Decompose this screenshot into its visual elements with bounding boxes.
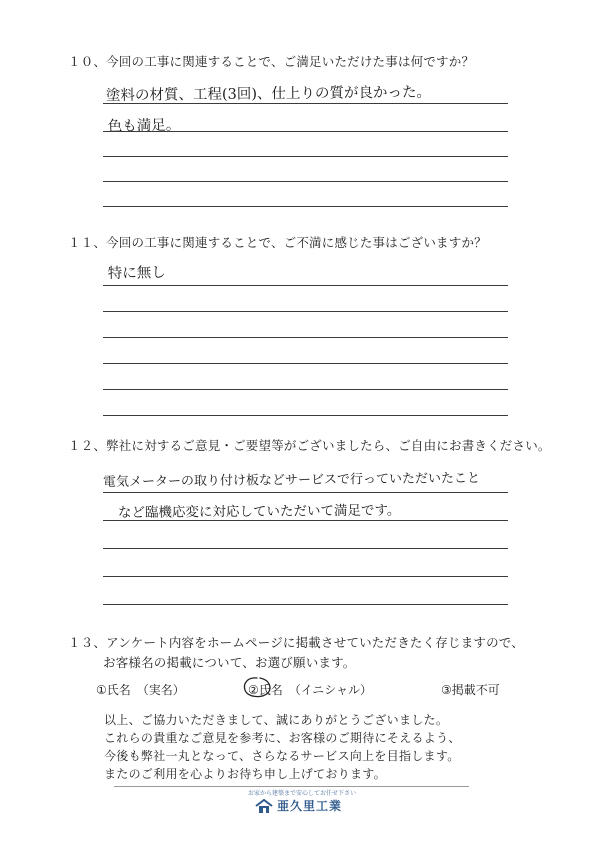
closing-line-1: 以上、ご協力いただきまして、誠にありがとうございました。 <box>104 713 449 727</box>
answer-line <box>103 492 508 493</box>
closing-line-2: これらの貴重なご意見を参考に、お客様のご期待にそえるよう、 <box>104 731 461 745</box>
closing-line-3: 今後も弊社一丸となって、さらなるサービス向上を目指します。 <box>104 749 460 763</box>
answer-line <box>103 181 508 182</box>
company-logo <box>254 797 342 814</box>
answer-line <box>103 548 508 549</box>
question-12: １２、弊社に対するご意見・ご要望等がございましたら、ご自由にお書きください。 <box>68 438 551 453</box>
hand-drawn-circle-icon <box>241 675 273 701</box>
option-real-name[interactable]: ①氏名 （実名） <box>96 683 185 697</box>
question-13-line-2: お客様名の掲載について、お選び願います。 <box>103 655 356 670</box>
answer-line <box>103 576 508 577</box>
answer-line <box>103 389 508 390</box>
answer-10-line-1: 塗料の材質、工程(3回)、仕上りの質が良かった。 <box>105 84 432 105</box>
answer-11-line-1: 特に無し <box>107 264 166 283</box>
answer-12-line-2: など臨機応変に対応していただいて満足です。 <box>117 502 401 521</box>
footer-divider <box>114 786 469 787</box>
answer-line <box>103 363 508 364</box>
answer-line <box>103 206 508 207</box>
answer-line <box>103 131 508 132</box>
answer-line <box>103 337 508 338</box>
footer-tagline: お家から建築まで安心してお任せ下さい <box>248 790 357 797</box>
answer-line <box>103 156 508 157</box>
closing-line-4: またのご利用を心よりお待ち申し上げております。 <box>104 767 386 781</box>
answer-10-line-2: 色も満足。 <box>107 117 181 136</box>
question-13-line-1: １３、アンケート内容をホームページに掲載させていただきたく存じますので、 <box>68 635 524 650</box>
answer-line <box>103 311 508 312</box>
option-initials[interactable]: ②氏名 （イニシャル） <box>248 683 373 697</box>
house-icon <box>254 798 274 814</box>
answer-line <box>103 520 508 521</box>
question-10: １０、今回の工事に関連することで、ご満足いただけた事は何ですか？ <box>68 54 475 69</box>
question-11: １１、今回の工事に関連することで、ご不満に感じた事はございますか？ <box>68 235 487 250</box>
company-name: 亜久里工業 <box>277 799 343 813</box>
answer-12-line-1: 電気メーターの取り付け板などサービスで行っていただいたこと <box>102 471 480 490</box>
answer-line <box>103 103 508 104</box>
answer-line <box>103 415 508 416</box>
answer-line <box>103 604 508 605</box>
option-no-publish[interactable]: ③掲載不可 <box>441 683 500 697</box>
answer-line <box>103 285 508 286</box>
